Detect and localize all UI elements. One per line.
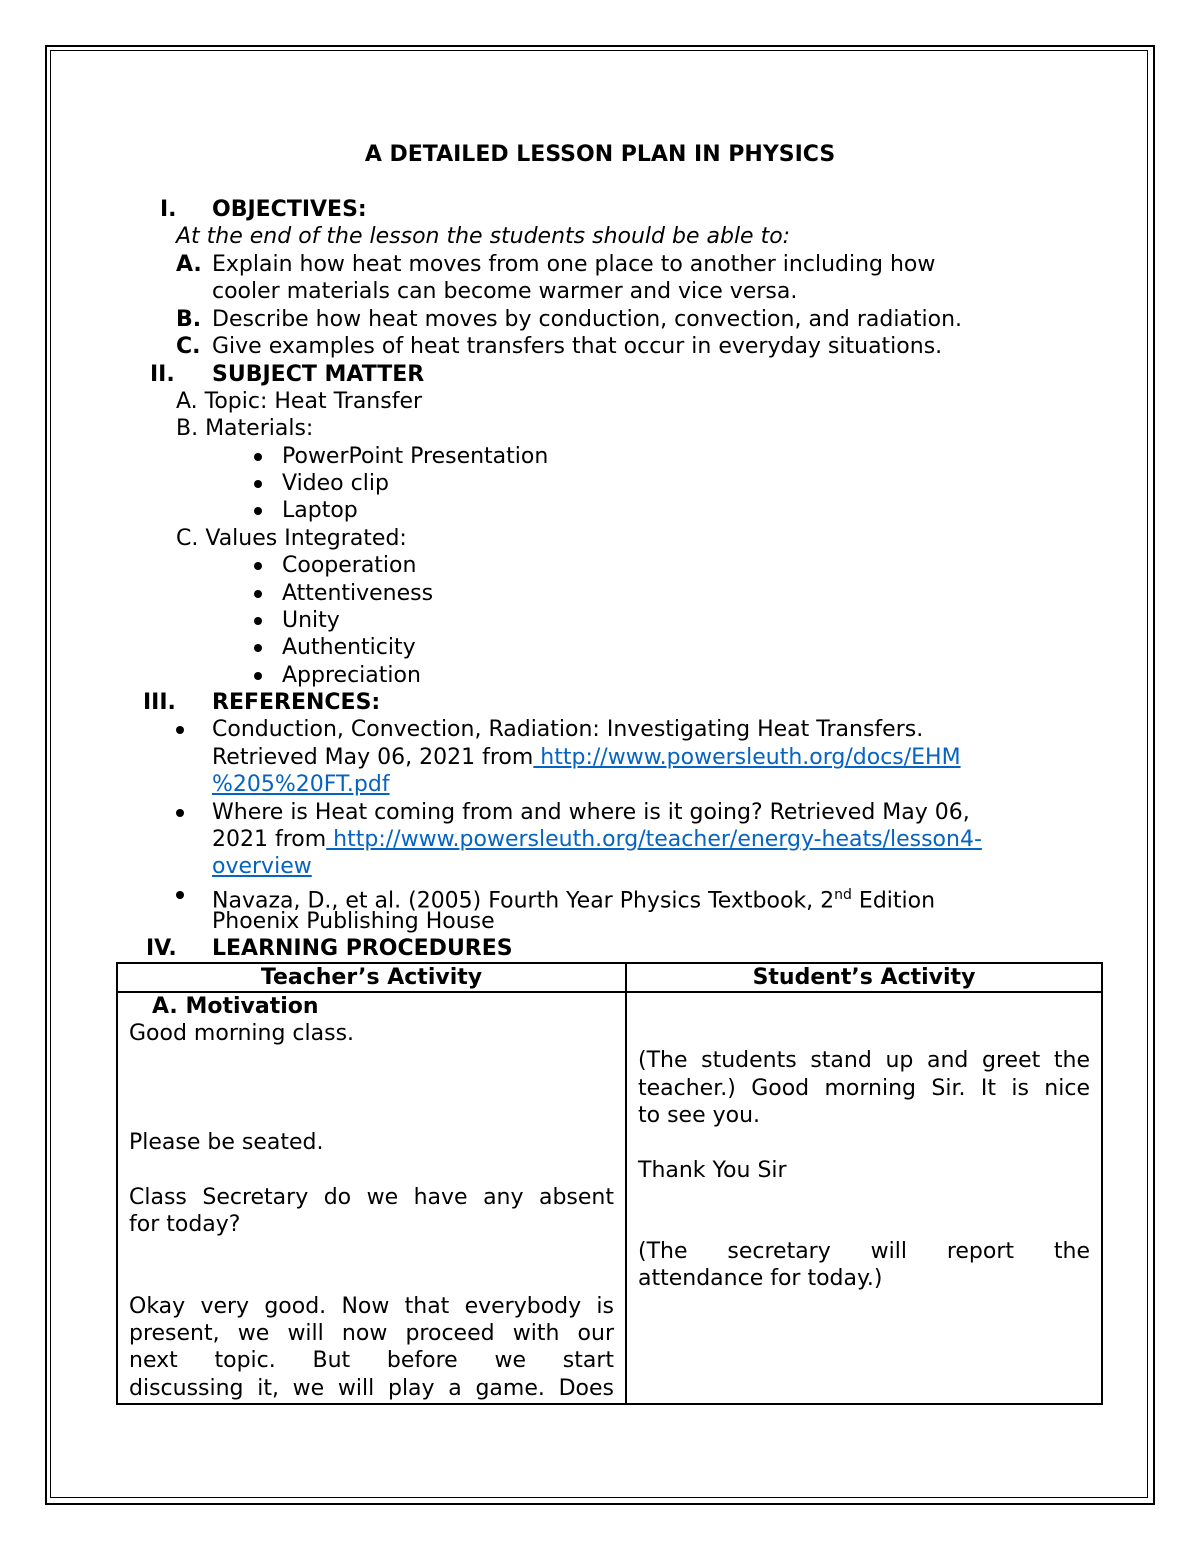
- teacher-proceed-line1: Okay very good. Now that everybody is: [129, 1294, 614, 1319]
- subject-heading: SUBJECT MATTER: [212, 362, 425, 387]
- reference-2-retrieved: 2021 from: [212, 827, 327, 852]
- bullet-icon: [254, 590, 262, 598]
- document-title: A DETAILED LESSON PLAN IN PHYSICS: [364, 142, 836, 167]
- values-label: C. Values Integrated:: [176, 526, 407, 551]
- objectives-numeral: I.: [160, 197, 177, 222]
- value-item: Attentiveness: [282, 581, 434, 606]
- bullet-icon: [254, 453, 262, 461]
- procedures-table: [116, 962, 1103, 1405]
- value-item: Authenticity: [282, 635, 416, 660]
- objective-c-text: Give examples of heat transfers that occur in everyday situations.: [212, 334, 943, 359]
- value-item: Cooperation: [282, 553, 417, 578]
- student-greet-line2: teacher.) Good morning Sir. It is nice: [638, 1076, 1090, 1101]
- reference-1-line2: [212, 744, 961, 772]
- reference-2-line2: [212, 826, 982, 854]
- objective-a-letter: A.: [176, 252, 202, 277]
- procedures-heading: LEARNING PROCEDURES: [212, 936, 513, 961]
- reference-3-text: Navaza, D., et al. (2005) Fourth Year Physics Textbook, 2: [212, 888, 835, 914]
- student-activity-cell: [626, 992, 1102, 1404]
- student-report-line1: (The secretary will report the: [638, 1239, 1090, 1264]
- objective-b-text: Describe how heat moves by conduction, convection, and radiation.: [212, 307, 963, 332]
- materials-label: B. Materials:: [176, 416, 314, 441]
- reference-3-tail: Edition: [851, 888, 936, 914]
- procedures-numeral: IV.: [146, 936, 177, 961]
- bullet-icon: [254, 644, 262, 652]
- student-report-line2: attendance for today.): [638, 1266, 883, 1291]
- student-thanks: Thank You Sir: [638, 1158, 787, 1183]
- teacher-proceed-line4: discussing it, we will play a game. Does: [129, 1376, 614, 1401]
- references-numeral: III.: [143, 690, 176, 715]
- teacher-absent-line2: for today?: [129, 1212, 241, 1237]
- reference-1-link-cont[interactable]: %205%20FT.pdf: [212, 772, 390, 797]
- teacher-activity-cell: [117, 992, 626, 1404]
- reference-1-retrieved: Retrieved May 06, 2021 from: [212, 745, 534, 770]
- reference-2-link-cont[interactable]: overview: [212, 854, 312, 879]
- material-item: Laptop: [282, 498, 358, 523]
- subject-topic: A. Topic: Heat Transfer: [176, 389, 423, 414]
- motivation-heading: A. Motivation: [152, 994, 319, 1019]
- value-item: Appreciation: [282, 663, 421, 688]
- value-item: Unity: [282, 608, 340, 633]
- objectives-intro: At the end of the lesson the students should be able to:: [176, 224, 791, 249]
- reference-2-link[interactable]: http://www.powersleuth.org/teacher/energy-heats/lesson4-: [326, 827, 982, 852]
- objective-a-line2: cooler materials can become warmer and vice versa.: [212, 279, 798, 304]
- student-column-header: Student’s Activity: [626, 963, 1102, 992]
- bullet-icon: [254, 672, 262, 680]
- objective-b-letter: B.: [176, 307, 202, 332]
- reference-3-line2: Phoenix Publishing House: [212, 909, 495, 934]
- bullet-icon: [176, 891, 184, 899]
- teacher-greet: Good morning class.: [129, 1021, 355, 1046]
- material-item: PowerPoint Presentation: [282, 444, 549, 469]
- teacher-proceed-line3: next topic. But before we start: [129, 1348, 614, 1373]
- references-heading: REFERENCES:: [212, 690, 381, 715]
- objective-a-line1: Explain how heat moves from one place to another including how: [212, 252, 936, 277]
- teacher-column-header: Teacher’s Activity: [117, 963, 626, 992]
- teacher-absent-line1: Class Secretary do we have any absent: [129, 1185, 614, 1210]
- bullet-icon: [254, 480, 262, 488]
- reference-1-line1: Conduction, Convection, Radiation: Investigating Heat Transfers.: [212, 717, 924, 742]
- material-item: Video clip: [282, 471, 389, 496]
- student-greet-line1: (The students stand up and greet the: [638, 1048, 1090, 1073]
- bullet-icon: [176, 809, 184, 817]
- objective-c-letter: C.: [176, 334, 201, 359]
- reference-1-link[interactable]: http://www.powersleuth.org/docs/EHM: [533, 745, 961, 770]
- bullet-icon: [254, 507, 262, 515]
- reference-3-sup: nd: [834, 887, 852, 903]
- objectives-heading: OBJECTIVES:: [212, 197, 367, 222]
- bullet-icon: [254, 617, 262, 625]
- teacher-proceed-line2: present, we will now proceed with our: [129, 1321, 614, 1346]
- subject-numeral: II.: [150, 362, 175, 387]
- bullet-icon: [254, 562, 262, 570]
- bullet-icon: [176, 726, 184, 734]
- reference-2-line1: Where is Heat coming from and where is it going? Retrieved May 06,: [212, 800, 970, 825]
- student-greet-line3: to see you.: [638, 1103, 761, 1128]
- teacher-seat: Please be seated.: [129, 1130, 324, 1155]
